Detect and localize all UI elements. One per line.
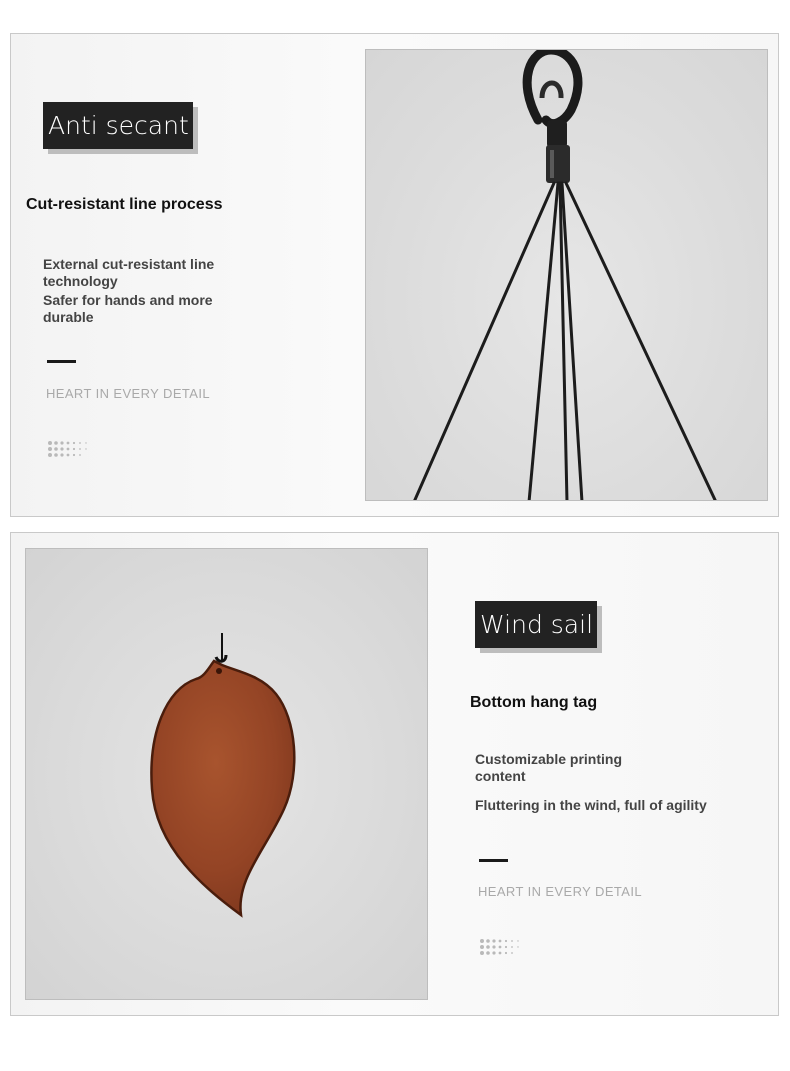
section-subtitle: Cut-resistant line process <box>26 196 223 213</box>
section-subtitle: Bottom hang tag <box>470 694 598 711</box>
divider-dash <box>47 360 76 363</box>
section-title: Anti secant <box>43 102 193 149</box>
divider-dash <box>479 859 508 862</box>
feature-panel-anti-secant <box>10 33 779 517</box>
hanger-photo <box>365 49 768 501</box>
feature-description: Safer for hands and more durable <box>43 292 213 325</box>
tagline: HEART IN EVERY DETAIL <box>478 884 642 899</box>
section-title: Wind sail <box>475 601 597 648</box>
tagline: HEART IN EVERY DETAIL <box>46 386 210 401</box>
feature-description: Customizable printing content <box>475 751 622 784</box>
feature-description: Fluttering in the wind, full of agility <box>475 797 707 813</box>
dot-pattern-decoration <box>47 440 91 460</box>
wind-sail-photo <box>25 548 428 1000</box>
dot-pattern-decoration <box>479 938 523 958</box>
feature-panel-wind-sail <box>10 532 779 1016</box>
leaf-tag-icon <box>151 661 294 915</box>
hook-icon <box>527 50 578 124</box>
feature-description: External cut-resistant line technology <box>43 256 215 289</box>
